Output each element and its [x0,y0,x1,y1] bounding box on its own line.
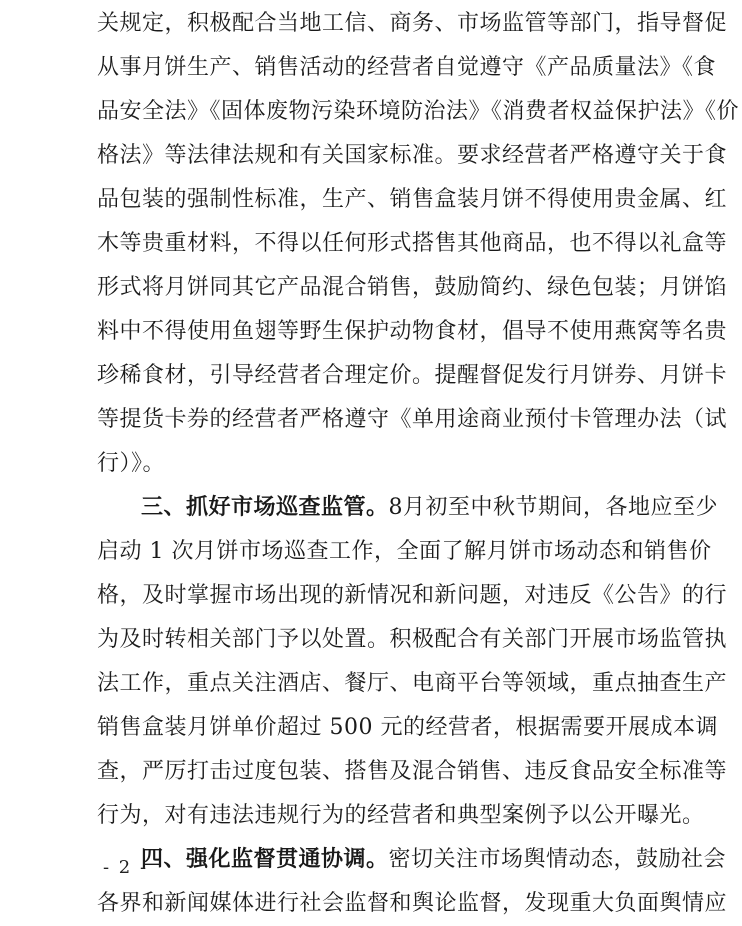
section-3-heading: 三、抓好市场巡查监管。 [141,495,389,520]
body-line: 查，严厉打击过度包装、搭售及混合销售、违反食品安全标准等 [97,759,728,784]
body-line: 格法》等法律法规和有关国家标准。要求经营者严格遵守关于食 [97,143,728,168]
body-line: 各界和新闻媒体进行社会监督和舆论监督，发现重大负面舆情应 [97,891,728,916]
body-line: 行）》。 [97,451,166,476]
body-line: 形式将月饼同其它产品混合销售，鼓励简约、绿色包装；月饼馅 [97,275,728,300]
body-line: 销售盒装月饼单价超过 500 元的经营者，根据需要开展成本调 [97,715,718,740]
section-4-heading: 四、强化监督贯通协调。 [141,847,389,872]
body-line: 行为，对有违法违规行为的经营者和典型案例予以公开曝光。 [97,803,705,828]
body-line: 启动 1 次月饼市场巡查工作，全面了解月饼市场动态和销售价 [97,539,712,564]
body-line: 珍稀食材，引导经营者合理定价。提醒督促发行月饼券、月饼卡 [97,363,728,388]
body-line: 关规定，积极配合当地工信、商务、市场监管等部门，指导督促 [97,11,728,36]
body-line: 为及时转相关部门予以处置。积极配合有关部门开展市场监管执 [97,627,728,652]
body-line: 料中不得使用鱼翅等野生保护动物食材，倡导不使用燕窝等名贵 [97,319,728,344]
section-4-first-line-text: 密切关注市场舆情动态，鼓励社会 [388,847,727,872]
body-line: 从事月饼生产、销售活动的经营者自觉遵守《产品质量法》《食 [97,55,717,80]
body-line: 品安全法》《固体废物污染环境防治法》《消费者权益保护法》《价 [97,99,740,124]
body-line: 等提货卡券的经营者严格遵守《单用途商业预付卡管理办法（试 [97,407,728,432]
body-line: 木等贵重材料，不得以任何形式搭售其他商品，也不得以礼盒等 [97,231,728,256]
section-4-first-line [141,838,727,882]
body-line: 品包装的强制性标准，生产、销售盒装月饼不得使用贵金属、红 [97,187,728,212]
section-3-first-line [141,486,719,530]
body-line: 格，及时掌握市场出现的新情况和新问题，对违反《公告》的行 [97,583,728,608]
body-line: 法工作，重点关注酒店、餐厅、电商平台等领域，重点抽查生产 [97,671,728,696]
section-3-first-line-text: 8月初至中秋节期间，各地应至少 [388,495,719,520]
page-number: - 2 - [103,857,149,878]
